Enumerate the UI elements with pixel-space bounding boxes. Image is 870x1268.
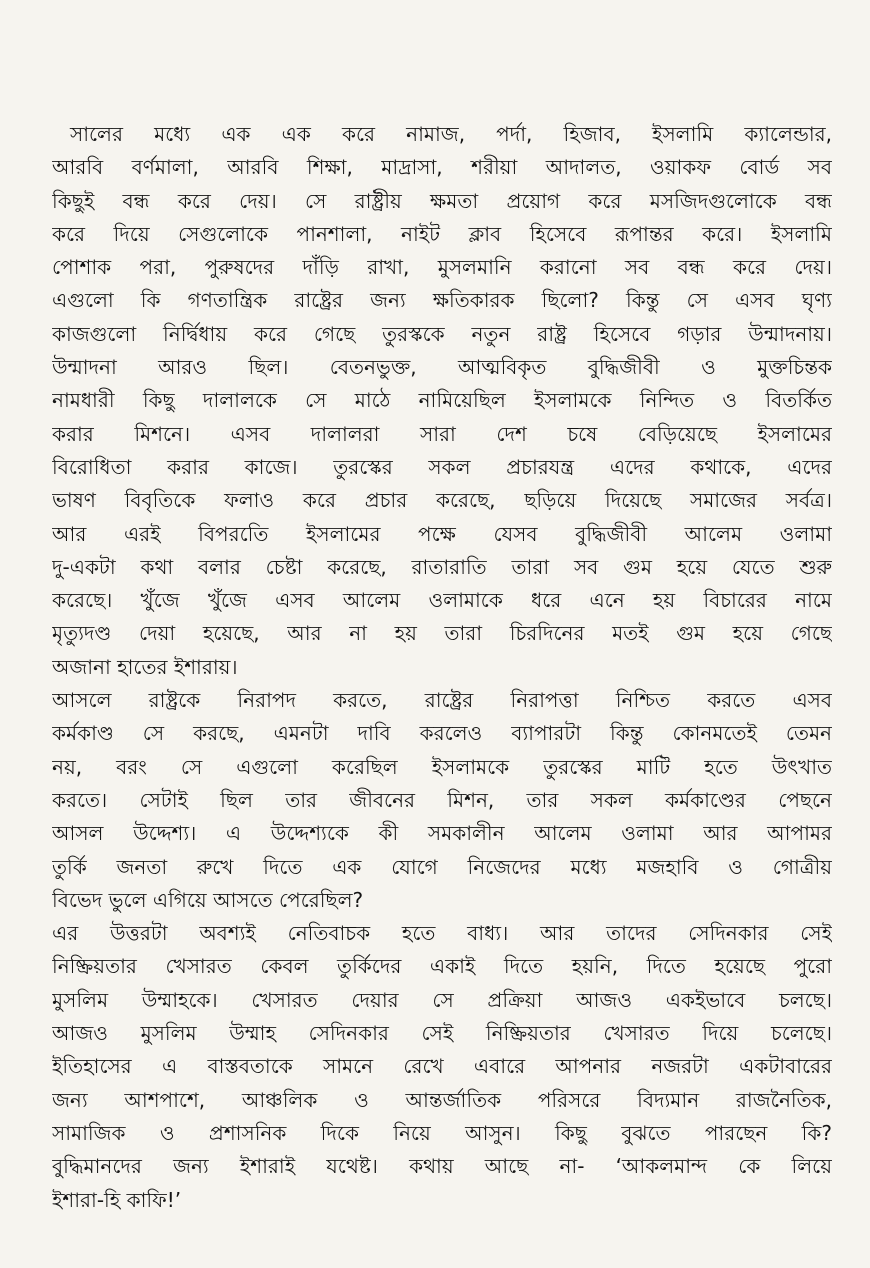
text-line: কর্মকাণ্ড সে করছে, এমনটা দাবি করলেও ব্যাপারটা কিন্তু কোনমতেই তেমন <box>52 721 832 746</box>
text-line: সামাজিক ও প্রশাসনিক দিকে নিয়ে আসুন। কিছু বুঝতে পারছেন কি? <box>52 1120 832 1145</box>
paragraph-1 <box>52 118 832 684</box>
text-line: বিরোধিতা করার কাজে। তুরস্কের সকল প্রচারযন্ত্র এদের কথাকে, এদের <box>52 454 832 479</box>
text-line: জন্য আশপাশে, আঞ্চলিক ও আন্তর্জাতিক পরিসরে বিদ্যমান রাজনৈতিক, <box>52 1087 832 1112</box>
text-line: কাজগুলো নির্দ্বিধায় করে গেছে তুরস্ককে নতুন রাষ্ট্র হিসেবে গড়ার উন্মাদনায়। <box>52 321 832 346</box>
text-line: বিভেদ ভুলে এগিয়ে আসতে পেরেছিল? <box>52 887 364 912</box>
text-line: মৃত্যুদণ্ড দেয়া হয়েছে, আর না হয় তারা চিরদিনের মতই গুম হয়ে গেছে <box>52 621 832 646</box>
text-line: নিষ্ক্রিয়তার খেসারত কেবল তুর্কিদের একাই দিতে হয়নি, দিতে হয়েছে পুরো <box>52 954 832 979</box>
text-line: কিছুই বন্ধ করে দেয়। সে রাষ্ট্রীয় ক্ষমতা প্রয়োগ করে মসজিদগুলোকে বন্ধ <box>52 188 832 213</box>
book-page-text <box>52 118 832 1217</box>
text-line: ইতিহাসের এ বাস্তবতাকে সামনে রেখে এবারে আপনার নজরটা একটাবারের <box>52 1054 832 1079</box>
text-line: এর উত্তরটা অবশ্যই নেতিবাচক হতে বাধ্য। আর তাদের সেদিনকার সেই <box>52 921 832 946</box>
text-line: উন্মাদনা আরও ছিল। বেতনভুক্ত, আত্মবিকৃত বুদ্ধিজীবী ও মুক্তচিন্তক <box>52 355 832 380</box>
text-line: তুর্কি জনতা রুখে দিতে এক যোগে নিজেদের মধ্যে মজহাবি ও গোত্রীয় <box>52 854 832 879</box>
text-line: করেছে। খুঁজে খুঁজে এসব আলেম ওলামাকে ধরে এনে হয় বিচারের নামে <box>52 588 832 613</box>
text-line: আজও মুসলিম উম্মাহ সেদিনকার সেই নিষ্ক্রিয়তার খেসারত দিয়ে চলেছে। <box>52 1021 832 1046</box>
text-line: সালের মধ্যে এক এক করে নামাজ, পর্দা, হিজাব, ইসলামি ক্যালেন্ডার, <box>70 122 832 146</box>
text-line: অজানা হাতের ইশারায়। <box>52 654 238 679</box>
text-line: করতে। সেটাই ছিল তার জীবনের মিশন, তার সকল কর্মকাণ্ডের পেছনে <box>52 787 832 812</box>
text-line: করে দিয়ে সেগুলোকে পানশালা, নাইট ক্লাব হিসেবে রূপান্তর করে। ইসলামি <box>52 221 832 246</box>
text-line: ইশারা-হি কাফি!’ <box>52 1187 182 1212</box>
text-line: ভাষণ বিবৃতিকে ফলাও করে প্রচার করেছে, ছড়িয়ে দিয়েছে সমাজের সর্বত্র। <box>52 488 832 513</box>
paragraph-3 <box>52 917 832 1217</box>
text-line: আসল উদ্দেশ্য। এ উদ্দেশ্যকে কী সমকালীন আলেম ওলামা আর আপামর <box>52 821 832 846</box>
paragraph-2 <box>52 684 832 917</box>
text-line: আর এরই বিপরতিে ইসলামের পক্ষে যেসব বুদ্ধিজীবী আলেম ওলামা <box>52 521 832 546</box>
text-line: দু-একটা কথা বলার চেষ্টা করেছে, রাতারাতি তারা সব গুম হয়ে যেতে শুরু <box>52 554 832 579</box>
text-line: পোশাক পরা, পুরুষদের দাঁড়ি রাখা, মুসলমানি করানো সব বন্ধ করে দেয়। <box>52 255 832 280</box>
text-line: এগুলো কি গণতান্ত্রিক রাষ্ট্রের জন্য ক্ষতিকারক ছিলো? কিন্তু সে এসব ঘৃণ্য <box>52 288 832 313</box>
text-line: মুসলিম উম্মাহকে। খেসারত দেয়ার সে প্রক্রিয়া আজও একইভাবে চলছে। <box>52 987 832 1012</box>
text-line: নয়, বরং সে এগুলো করেছিল ইসলামকে তুরস্কের মাটি হতে উৎখাত <box>52 754 832 779</box>
text-line: নামধারী কিছু দালালকে সে মাঠে নামিয়েছিল ইসলামকে নিন্দিত ও বিতর্কিত <box>52 388 832 413</box>
text-line: করার মিশনে। এসব দালালরা সারা দেশ চষে বেড়িয়েছে ইসলামের <box>52 421 832 446</box>
text-line: আসলে রাষ্ট্রকে নিরাপদ করতে, রাষ্ট্রের নিরাপত্তা নিশ্চিত করতে এসব <box>52 688 832 713</box>
text-line: আরবি বর্ণমালা, আরবি শিক্ষা, মাদ্রাসা, শরীয়া আদালত, ওয়াকফ বোর্ড সব <box>52 155 832 180</box>
text-line: বুদ্ধিমানদের জন্য ইশারাই যথেষ্ট। কথায় আছে না- ‘আকলমান্দ কে লিয়ে <box>52 1154 832 1179</box>
